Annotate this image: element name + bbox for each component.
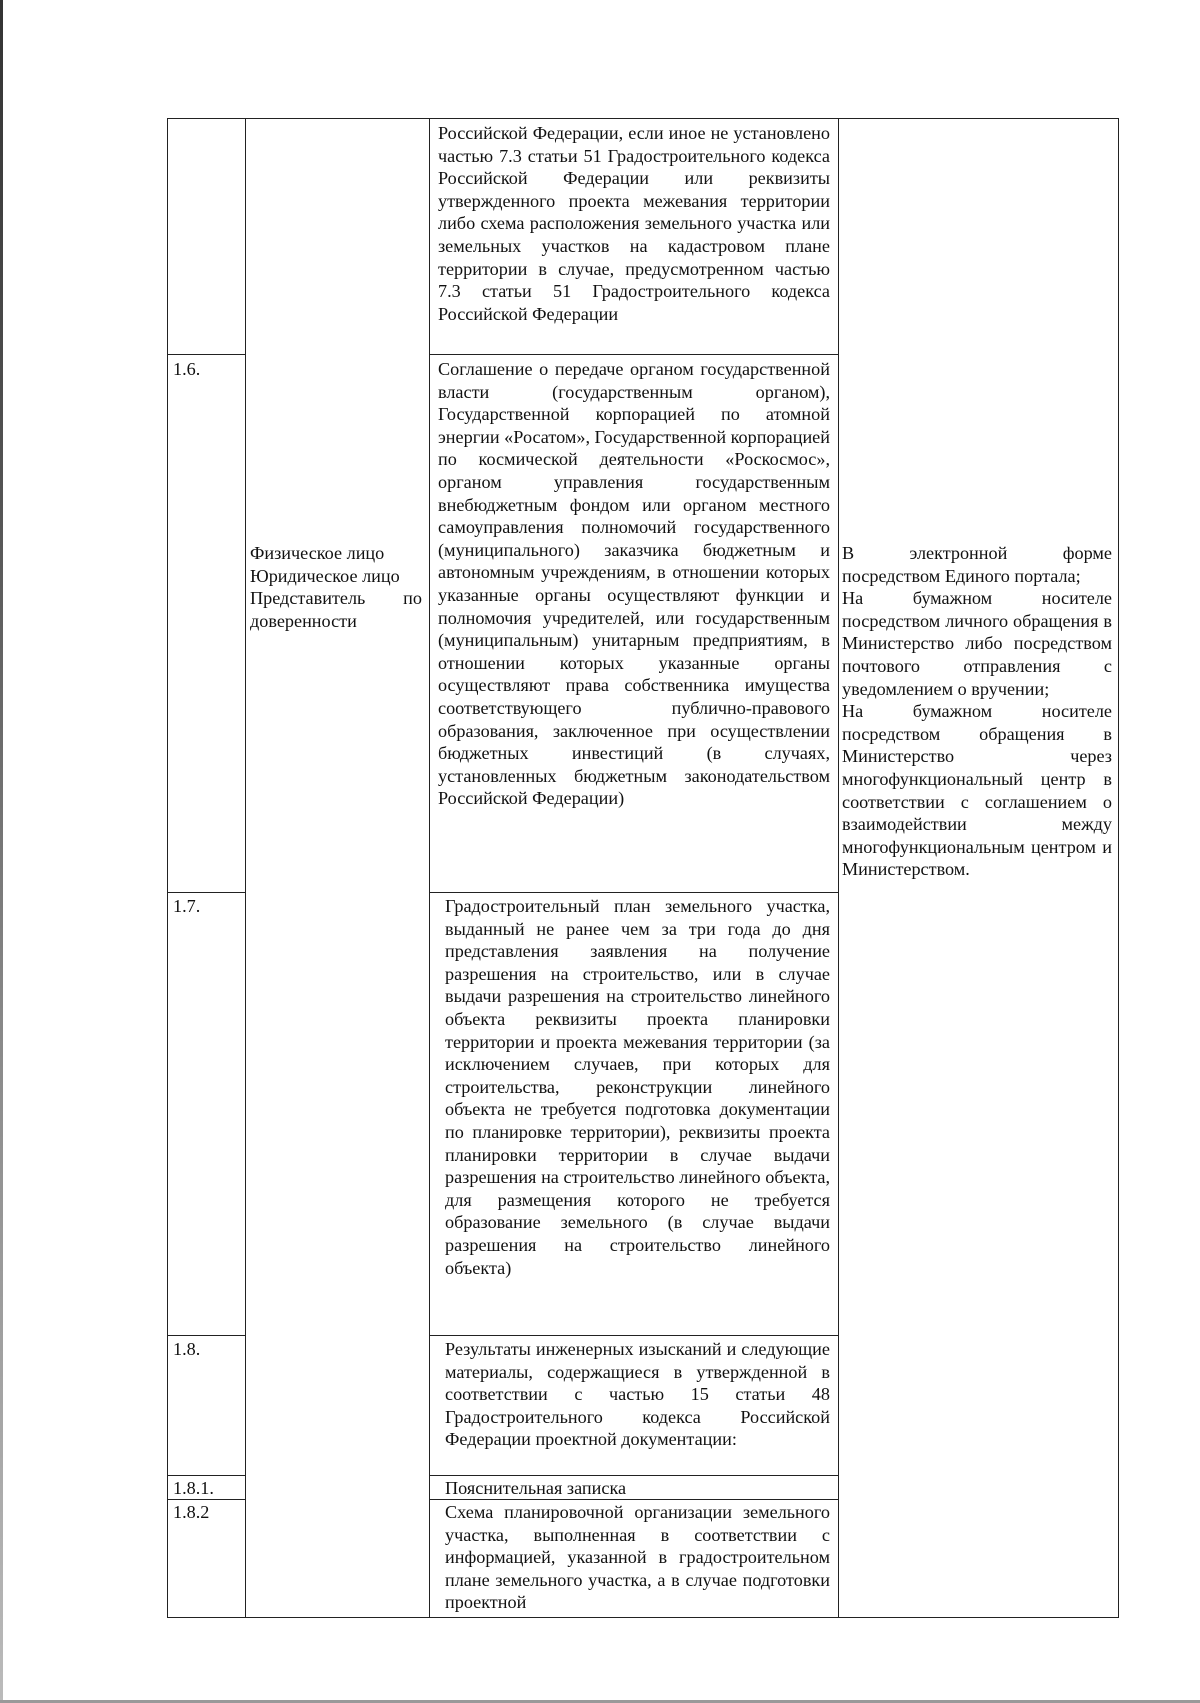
document-text: Соглашение о передаче органом государственной власти (государственным органом), Государственной корпорацией по атомной энергии «Росатом», Государственной корпорацией по космической деятельности «Роскосмос», органом управления государственным внебюджетным фондом или органом местного самоуправления полномочий государственного (муниципального) заказчика бюджетным и автономным учреждениям, в отношении которых указанные органы осуществляют функции и полномочия учредителей, или государственным (муниципальным) унитарным предприятиям, в отношении которых указанные органы осуществляют права собственника имущества соответствующего публично-правового образования, заключенное при осуществлении бюджетных инвестиций (в случаях, установленных бюджетным законодательством Российской Федерации) [438,359,830,809]
document-text: Пояснительная записка [445,1478,627,1498]
row-border [429,354,838,355]
applicant-types [250,542,422,632]
document-text: Результаты инженерных изысканий и следующие материалы, содержащиеся в утвержденной в соответствии с частью 15 статьи 48 Градостроительного кодекса Российской Федерации проектной документации: [445,1339,830,1450]
submission-electronic: В электронной форме посредством Единого портала; [842,543,1112,586]
row-border [429,892,838,893]
row-border [167,892,245,893]
submission-paper-mfc: На бумажном носителе посредством обращения в Министерство через многофункциональный центр в соответствии с соглашением о взаимодействии между многофункциональным центром и Министерством. [842,701,1112,880]
table-bottom-border [167,1617,1119,1618]
document-text: Схема планировочной организации земельного участка, выполненная в соответствии с информацией, указанной в градостроительном плане земельного участка, а в случае подготовки проектной [445,1502,830,1613]
row-border [167,1335,245,1336]
documents-table [167,118,1119,1618]
row-number: 1.7. [173,896,201,916]
applicant-individual: Физическое лицо [250,543,385,563]
row-number: 1.8. [173,1339,201,1359]
column-border [1118,118,1119,1618]
column-border [838,118,839,1618]
document-text: Российской Федерации, если иное не установлено частью 7.3 статьи 51 Градостроительного кодекса Российской Федерации или реквизиты утвержденного проекта межевания территории либо схема расположения земельного участка или земельных участков на кадастровом плане территории в случае, предусмотренном частью 7.3 статьи 51 Градостроительного кодекса Российской Федерации [438,123,830,324]
row-border [429,1335,838,1336]
column-border [245,118,246,1618]
applicant-representative: Представитель по доверенности [250,588,422,631]
submission-methods [842,542,1112,881]
row-border [167,354,245,355]
row-number: 1.6. [173,359,201,379]
row-border [429,1475,838,1476]
row-border [167,1475,245,1476]
document-text: Градостроительный план земельного участка, выданный не ранее чем за три года до дня представления заявления на получение разрешения на строительство, или в случае выдачи разрешения на строительство линейного объекта реквизиты проекта планировки территории и проекта межевания территории (за исключением случаев, при которых для строительства, реконструкции линейного объекта не требуется подготовка документации по планировке территории), реквизиты проекта планировки территории в случае выдачи разрешения на строительство линейного объекта, для размещения которого не требуется образование земельного (в случае выдачи разрешения на строительство линейного объекта) [445,896,830,1278]
row-number: 1.8.1. [173,1478,214,1498]
table-top-border [167,118,1119,119]
scan-edge [0,0,3,1703]
column-border [429,118,430,1618]
submission-paper-personal: На бумажном носителе посредством личного обращения в Министерство либо посредством почтового отправления с уведомлением о вручении; [842,588,1112,699]
row-number: 1.8.2 [173,1502,210,1522]
column-border [167,118,168,1618]
applicant-legal-entity: Юридическое лицо [250,565,400,586]
